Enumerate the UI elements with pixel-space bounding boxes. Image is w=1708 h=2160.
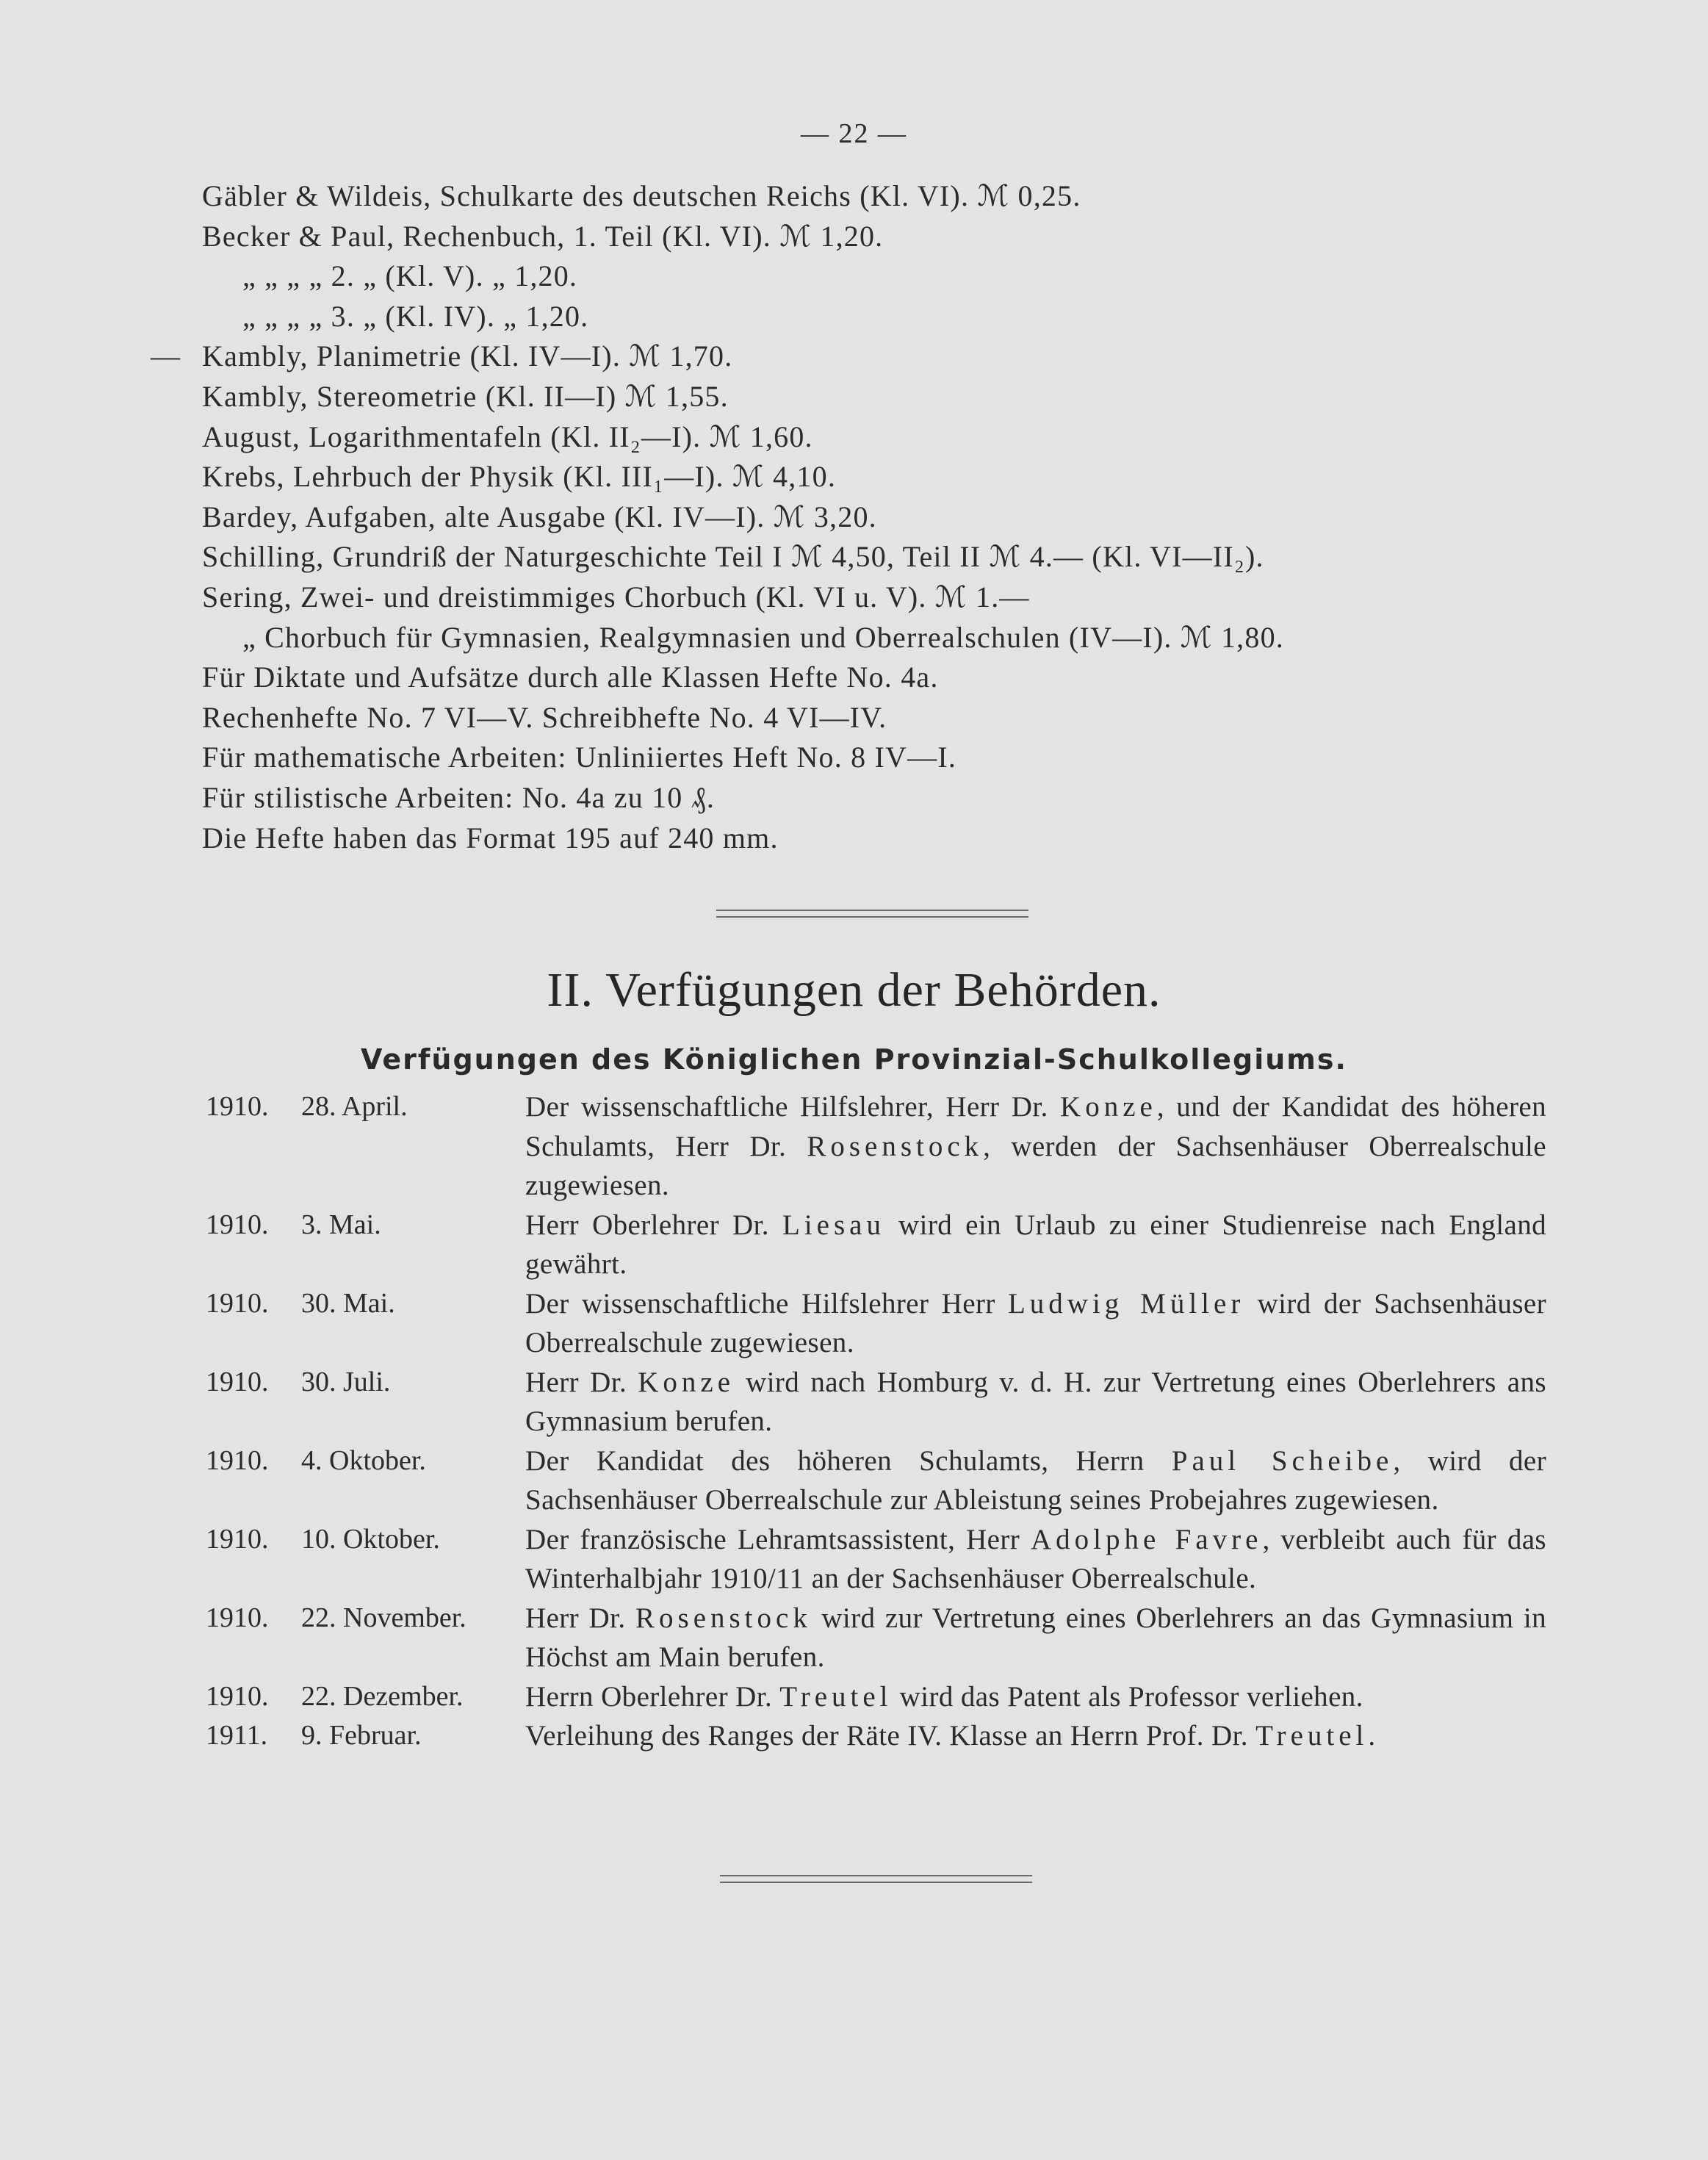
decree-entry xyxy=(206,1520,1546,1599)
book-list-text: Gäbler & Wildeis, Schulkarte des deutschen Reichs (Kl. VI). ℳ 0,25. xyxy=(202,179,1081,212)
book-list-item xyxy=(202,738,1524,778)
decree-entry xyxy=(206,1716,1546,1756)
book-list-item xyxy=(202,658,1524,698)
decree-text-part: wird zur Vertretung eines Oberlehrers an das Gymnasium in Höchst am Main berufen. xyxy=(525,1602,1547,1673)
decree-text-part: Herrn Oberlehrer Dr. xyxy=(525,1680,773,1713)
book-list-item xyxy=(202,537,1524,577)
decree-date: 28. April. xyxy=(301,1091,408,1122)
book-list-text: August, Logarithmentafeln (Kl. II₂—I). ℳ 1,60. xyxy=(202,420,813,453)
decree-text-part: Verleihung des Ranges der Räte IV. Klasse an Herrn Prof. Dr. xyxy=(525,1720,1248,1752)
decree-text-part: wird das Patent als Professor verliehen. xyxy=(899,1680,1363,1713)
decree-text-part: Der französische Lehramtsassistent, Herr xyxy=(525,1523,1020,1555)
decree-entry xyxy=(206,1284,1546,1363)
decree-list xyxy=(206,1087,1546,1756)
book-list-text: Kambly, Planimetrie (Kl. IV—I). ℳ 1,70. xyxy=(202,339,733,373)
book-list-text: „ Chorbuch für Gymnasien, Realgymnasien und Oberrealschulen (IV—I). ℳ 1,80. xyxy=(242,620,1284,654)
decree-year: 1910. xyxy=(206,1287,269,1319)
decree-text-part: , und der Kandidat des höheren Schulamts, Herr Dr. xyxy=(525,1091,1546,1162)
decree-date: 22. November. xyxy=(301,1602,466,1633)
decree-date: 10. Oktober. xyxy=(301,1523,440,1555)
book-list xyxy=(151,176,1524,858)
decree-text-part: , verbleibt auch für das Winterhalbjahr 1910/11 an der Sachsenhäuser Oberrealschule. xyxy=(525,1523,1547,1594)
person-name: Adolphe Favre xyxy=(1030,1523,1263,1555)
book-list-item xyxy=(202,818,1524,859)
book-list-text: Für Diktate und Aufsätze durch alle Klassen Hefte No. 4a. xyxy=(202,660,939,694)
book-list-text: Bardey, Aufgaben, alte Ausgabe (Kl. IV—I). ℳ 3,20. xyxy=(202,500,877,533)
book-list-item xyxy=(202,377,1524,417)
decree-year: 1911. xyxy=(206,1720,268,1751)
person-name: Rosenstock xyxy=(807,1130,984,1162)
decree-entry xyxy=(206,1206,1546,1284)
book-list-item xyxy=(202,457,1524,497)
book-list-item xyxy=(202,217,1524,257)
book-list-text: Schilling, Grundriß der Naturgeschichte Teil I ℳ 4,50, Teil II ℳ 4.— (Kl. VI—II₂). xyxy=(202,540,1264,574)
decree-text-part: Herr Oberlehrer Dr. xyxy=(525,1209,769,1241)
decree-entry xyxy=(206,1599,1546,1677)
book-list-item xyxy=(151,336,1524,377)
decree-text-part: Der Kandidat des höheren Schulamts, Herrn xyxy=(525,1444,1145,1477)
book-list-text: „ „ „ „ 3. „ (Kl. IV). „ 1,20. xyxy=(242,299,589,333)
decree-text-part: Der wissenschaftliche Hilfslehrer Herr xyxy=(525,1287,995,1320)
decree-date: 30. Mai. xyxy=(301,1287,395,1319)
decree-text-part: , wird der Sachsenhäuser Oberrealschule zur Ableistung seines Probejahres zugewiesen. xyxy=(525,1444,1546,1516)
book-list-text: Becker & Paul, Rechenbuch, 1. Teil (Kl. VI). ℳ 1,20. xyxy=(202,219,884,253)
book-list-text: Für mathematische Arbeiten: Unliniiertes Heft No. 8 IV—I. xyxy=(202,741,957,774)
book-list-text: Krebs, Lehrbuch der Physik (Kl. III₁—I). ℳ 4,10. xyxy=(202,460,837,494)
decree-year: 1910. xyxy=(206,1523,269,1555)
book-list-item xyxy=(202,698,1524,738)
book-list-text: Rechenhefte No. 7 VI—V. Schreibhefte No. 4 VI—IV. xyxy=(202,700,887,734)
section-subtitle: Verfügungen des Königlichen Provinzial-Schulkollegiums. xyxy=(361,1043,1347,1076)
decree-year: 1910. xyxy=(206,1602,269,1633)
decree-date: 30. Juli. xyxy=(301,1366,391,1397)
book-list-item xyxy=(202,176,1524,217)
book-list-item xyxy=(202,256,1524,297)
person-name: Liesau xyxy=(782,1209,885,1241)
book-list-text: Die Hefte haben das Format 195 auf 240 mm. xyxy=(202,821,779,854)
book-list-text: Sering, Zwei- und dreistimmiges Chorbuch (Kl. VI u. V). ℳ 1.— xyxy=(202,580,1030,613)
decree-text-part: , werden der Sachsenhäuser Oberrealschule zugewiesen. xyxy=(525,1130,1546,1201)
decree-text-part: wird ein Urlaub zu einer Studienreise nach England gewährt. xyxy=(525,1209,1547,1280)
decree-text-part: Herr Dr. xyxy=(525,1366,627,1398)
decree-entry xyxy=(206,1677,1546,1717)
page-number: — 22 — xyxy=(801,118,907,149)
decree-entry xyxy=(206,1441,1546,1520)
book-list-item xyxy=(202,778,1524,818)
decree-year: 1910. xyxy=(206,1444,269,1476)
book-list-item xyxy=(202,497,1524,538)
decree-text-part: . xyxy=(1368,1720,1376,1752)
book-list-item xyxy=(202,297,1524,337)
book-list-item xyxy=(202,618,1524,658)
person-name: Paul Scheibe xyxy=(1171,1444,1394,1477)
margin-dash-mark: — xyxy=(151,339,181,373)
section-title: II. Verfügungen der Behörden. xyxy=(547,963,1161,1017)
decree-text-part: Der wissenschaftliche Hilfslehrer, Herr Dr. xyxy=(525,1091,1048,1123)
decree-year: 1910. xyxy=(206,1091,269,1122)
person-name: Ludwig Müller xyxy=(1007,1287,1245,1320)
decree-year: 1910. xyxy=(206,1366,269,1397)
decree-date: 3. Mai. xyxy=(301,1209,381,1240)
book-list-item xyxy=(202,577,1524,618)
person-name: Treutel xyxy=(779,1680,893,1713)
decree-entry xyxy=(206,1363,1546,1441)
divider-top xyxy=(716,910,1028,918)
decree-text-part: wird nach Homburg v. d. H. zur Vertretung eines Oberlehrers ans Gymnasium berufen. xyxy=(525,1366,1546,1437)
book-list-item xyxy=(202,417,1524,458)
decree-date: 4. Oktober. xyxy=(301,1444,426,1476)
decree-date: 9. Februar. xyxy=(301,1720,422,1751)
book-list-text: Kambly, Stereometrie (Kl. II—I) ℳ 1,55. xyxy=(202,379,729,413)
book-list-text: „ „ „ „ 2. „ (Kl. V). „ 1,20. xyxy=(242,259,578,293)
decree-text-part: wird der Sachsenhäuser Oberrealschule zugewiesen. xyxy=(525,1287,1546,1358)
divider-bottom xyxy=(720,1875,1032,1883)
decree-entry xyxy=(206,1087,1546,1206)
decree-year: 1910. xyxy=(206,1680,269,1712)
person-name: Konze xyxy=(1060,1091,1157,1123)
person-name: Rosenstock xyxy=(635,1602,812,1634)
book-list-text: Für stilistische Arbeiten: No. 4a zu 10 ₰. xyxy=(202,780,716,814)
person-name: Konze xyxy=(638,1366,735,1398)
decree-year: 1910. xyxy=(206,1209,269,1240)
person-name: Treutel xyxy=(1255,1720,1369,1752)
decree-text-part: Herr Dr. xyxy=(525,1602,626,1634)
decree-date: 22. Dezember. xyxy=(301,1680,464,1712)
